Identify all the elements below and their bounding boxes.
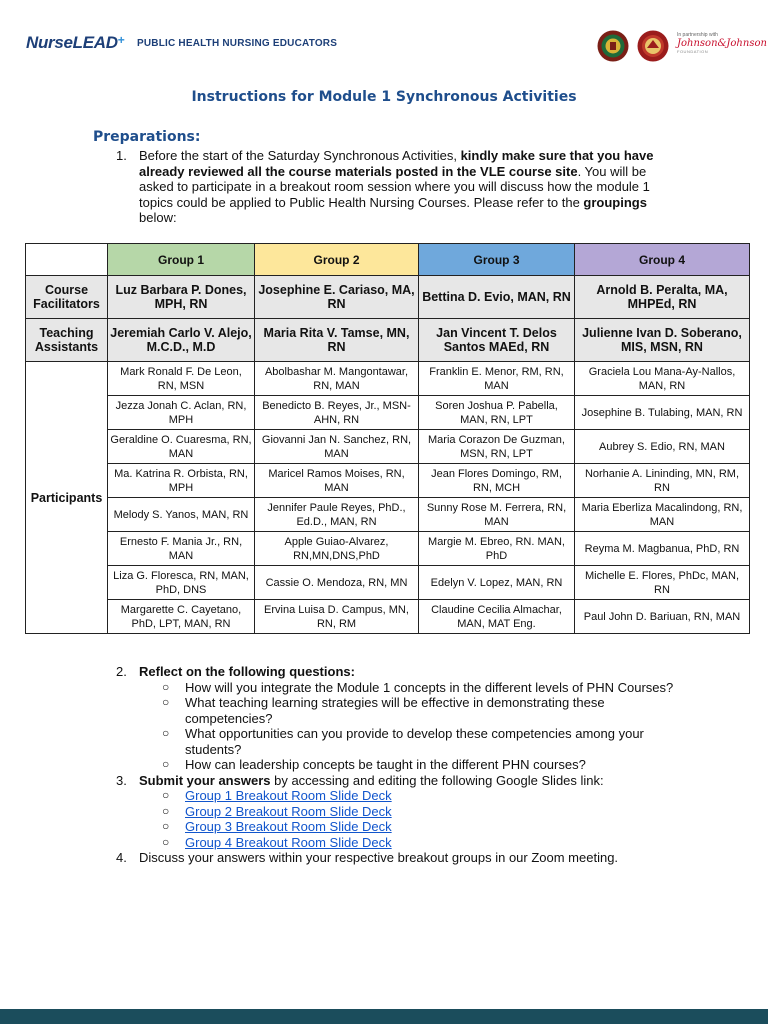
question-text: How will you integrate the Module 1 concepts in the different levels of PHN Courses?: [185, 679, 674, 695]
group-4-slide-link[interactable]: Group 4 Breakout Room Slide Deck: [185, 834, 392, 850]
footer-bar: [0, 1009, 768, 1024]
participant-row: [26, 464, 750, 498]
participant-cell: Ernesto F. Mania Jr., RN, MAN: [108, 532, 255, 566]
participant-cell: Maria Eberliza Macalindong, RN, MAN: [575, 498, 750, 532]
assistants-row: [26, 319, 750, 362]
participant-cell: Graciela Lou Mana-Ay-Nallos, MAN, RN: [575, 362, 750, 396]
participant-cell: Melody S. Yanos, MAN, RN: [108, 498, 255, 532]
assistants-label: Teaching Assistants: [26, 319, 108, 362]
johnson-johnson-logo: [677, 32, 767, 54]
item-number: 3.: [116, 772, 127, 788]
participant-cell: Margie M. Ebreo, RN. MAN, PhD: [419, 532, 575, 566]
participant-cell: Soren Joshua P. Pabella, MAN, RN, LPT: [419, 396, 575, 430]
bullet-icon: ○: [162, 726, 170, 740]
bullet-icon: ○: [162, 834, 170, 849]
item-number: 2.: [116, 664, 127, 679]
bullet-icon: ○: [162, 757, 170, 771]
item-3-text: by accessing and editing the following Google Slides link:: [270, 772, 604, 788]
table-header-row: [26, 244, 750, 276]
participant-cell: Sunny Rose M. Ferrera, RN, MAN: [419, 498, 575, 532]
question-text: What teaching learning strategies will be effective in demonstrating these competencies?: [185, 695, 605, 726]
instruction-item-2: [116, 664, 676, 680]
document-title: Instructions for Module 1 Synchronous Activities: [191, 89, 577, 105]
participant-cell: Paul John D. Bariuan, RN, MAN: [575, 600, 750, 634]
group-4-header: Group 4: [575, 244, 750, 276]
participant-cell: Michelle E. Flores, PhDc, MAN, RN: [575, 566, 750, 600]
participant-row: [26, 498, 750, 532]
groupings-table: [25, 243, 750, 634]
instruction-item-4: [116, 850, 676, 866]
participant-cell: Giovanni Jan N. Sanchez, RN, MAN: [255, 430, 419, 464]
facilitator-cell: Luz Barbara P. Dones, MPH, RN: [108, 276, 255, 319]
item-1-text-a: Before the start of the Saturday Synchronous Activities,: [139, 148, 461, 163]
facilitator-cell: Bettina D. Evio, MAN, RN: [419, 276, 575, 319]
participant-cell: Claudine Cecilia Almachar, MAN, MAT Eng.: [419, 600, 575, 634]
participants-label: Participants: [26, 362, 108, 634]
item-4-text: Discuss your answers within your respective breakout groups in our Zoom meeting.: [139, 850, 619, 865]
participant-cell: Benedicto B. Reyes, Jr., MSN-AHN, RN: [255, 396, 419, 430]
participant-cell: Geraldine O. Cuaresma, RN, MAN: [108, 430, 255, 464]
participant-cell: Jezza Jonah C. Aclan, RN, MPH: [108, 396, 255, 430]
group-2-slide-link[interactable]: Group 2 Breakout Room Slide Deck: [185, 803, 392, 819]
assistant-cell: Jan Vincent T. Delos Santos MAEd, RN: [419, 319, 575, 362]
group-3-header: Group 3: [419, 244, 575, 276]
item-1-text-b: . You will be asked to participate in a breakout room session where you will discuss how the module 1 topics could be applied to Public Health Nursing Courses. Please refer to the: [139, 163, 650, 210]
question-text: How can leadership concepts be taught in the different PHN courses?: [185, 757, 586, 772]
link-item: [116, 788, 676, 804]
participant-cell: Edelyn V. Lopez, MAN, RN: [419, 566, 575, 600]
participant-row: [26, 362, 750, 396]
facilitator-cell: Josephine E. Cariaso, MA, RN: [255, 276, 419, 319]
document-header: [26, 30, 767, 64]
bullet-icon: ○: [162, 679, 170, 694]
link-item: [116, 804, 676, 820]
participant-row: [26, 600, 750, 634]
org-name: PUBLIC HEALTH NURSING EDUCATORS: [137, 38, 338, 49]
item-1-text-c: below:: [139, 210, 177, 225]
assistant-cell: Julienne Ivan D. Soberano, MIS, MSN, RN: [575, 319, 750, 362]
assistant-cell: Jeremiah Carlo V. Alejo, M.C.D., M.D: [108, 319, 255, 362]
bullet-icon: ○: [162, 788, 170, 802]
participant-row: [26, 430, 750, 464]
participant-cell: Ervina Luisa D. Campus, MN, RN, RM: [255, 600, 419, 634]
participant-cell: Mark Ronald F. De Leon, RN, MSN: [108, 362, 255, 396]
group-1-slide-link[interactable]: Group 1 Breakout Room Slide Deck: [185, 788, 392, 803]
instruction-list: [116, 664, 676, 866]
link-item: [116, 819, 676, 835]
partner-subtitle: FOUNDATION: [677, 49, 709, 54]
logo-text: NurseLEAD: [26, 33, 118, 52]
participant-cell: Maria Corazon De Guzman, MSN, RN, LPT: [419, 430, 575, 464]
item-1-emphasis: kindly make sure that you have already reviewed all the course materials posted in the VLE course site: [139, 148, 654, 179]
item-1-groupings: groupings: [583, 194, 647, 210]
participant-cell: Norhanie A. Lininding, MN, RM, RN: [575, 464, 750, 498]
participant-cell: Margarette C. Cayetano, PhD, LPT, MAN, RN: [108, 600, 255, 634]
participant-cell: Cassie O. Mendoza, RN, MN: [255, 566, 419, 600]
facilitators-label: Course Facilitators: [26, 276, 108, 319]
question-item: [116, 726, 676, 757]
participant-cell: Ma. Katrina R. Orbista, RN, MPH: [108, 464, 255, 498]
participant-cell: Liza G. Floresca, RN, MAN, PhD, DNS: [108, 566, 255, 600]
question-item: [116, 757, 676, 773]
participant-cell: Maricel Ramos Moises, RN, MAN: [255, 464, 419, 498]
question-item: [116, 695, 676, 726]
item-2-heading: Reflect on the following questions:: [139, 664, 355, 679]
facilitators-row: [26, 276, 750, 319]
item-1-text: [139, 148, 674, 226]
question-item: [116, 680, 676, 696]
bullet-icon: ○: [162, 803, 170, 818]
bullet-icon: ○: [162, 819, 170, 833]
group-1-header: Group 1: [108, 244, 255, 276]
corner-cell: [26, 244, 108, 276]
participant-cell: Josephine B. Tulabing, MAN, RN: [575, 396, 750, 430]
college-seal-icon: [637, 30, 669, 62]
preparations-heading: Preparations:: [93, 129, 201, 145]
link-item: [116, 835, 676, 851]
partner-brand: Johnson&Johnson: [677, 38, 767, 49]
item-number: 1.: [116, 148, 127, 163]
participant-cell: Abolbashar M. Mangontawar, RN, MAN: [255, 362, 419, 396]
participant-cell: Franklin E. Menor, RM, RN, MAN: [419, 362, 575, 396]
item-3-emphasis: Submit your answers: [139, 772, 271, 788]
participant-cell: Reyma M. Magbanua, PhD, RN: [575, 532, 750, 566]
question-text: What opportunities can you provide to develop these competencies among your students?: [185, 726, 644, 757]
group-2-header: Group 2: [255, 244, 419, 276]
item-number: 4.: [116, 850, 127, 865]
nurselead-logo: [26, 33, 124, 53]
participant-row: [26, 532, 750, 566]
instruction-item-3: [116, 773, 676, 789]
assistant-cell: Maria Rita V. Tamse, MN, RN: [255, 319, 419, 362]
participant-cell: Jean Flores Domingo, RM, RN, MCH: [419, 464, 575, 498]
group-3-slide-link[interactable]: Group 3 Breakout Room Slide Deck: [185, 819, 392, 834]
participant-cell: Aubrey S. Edio, RN, MAN: [575, 430, 750, 464]
university-seal-icon: [597, 30, 629, 62]
participant-cell: Apple Guiao-Alvarez, RN,MN,DNS,PhD: [255, 532, 419, 566]
participant-row: [26, 566, 750, 600]
facilitator-cell: Arnold B. Peralta, MA, MHPEd, RN: [575, 276, 750, 319]
participant-row: [26, 396, 750, 430]
bullet-icon: ○: [162, 695, 170, 709]
logo-plus: +: [117, 33, 125, 47]
partner-caption: In partnership with: [677, 32, 718, 38]
participant-cell: Jennifer Paule Reyes, PhD., Ed.D., MAN, RN: [255, 498, 419, 532]
